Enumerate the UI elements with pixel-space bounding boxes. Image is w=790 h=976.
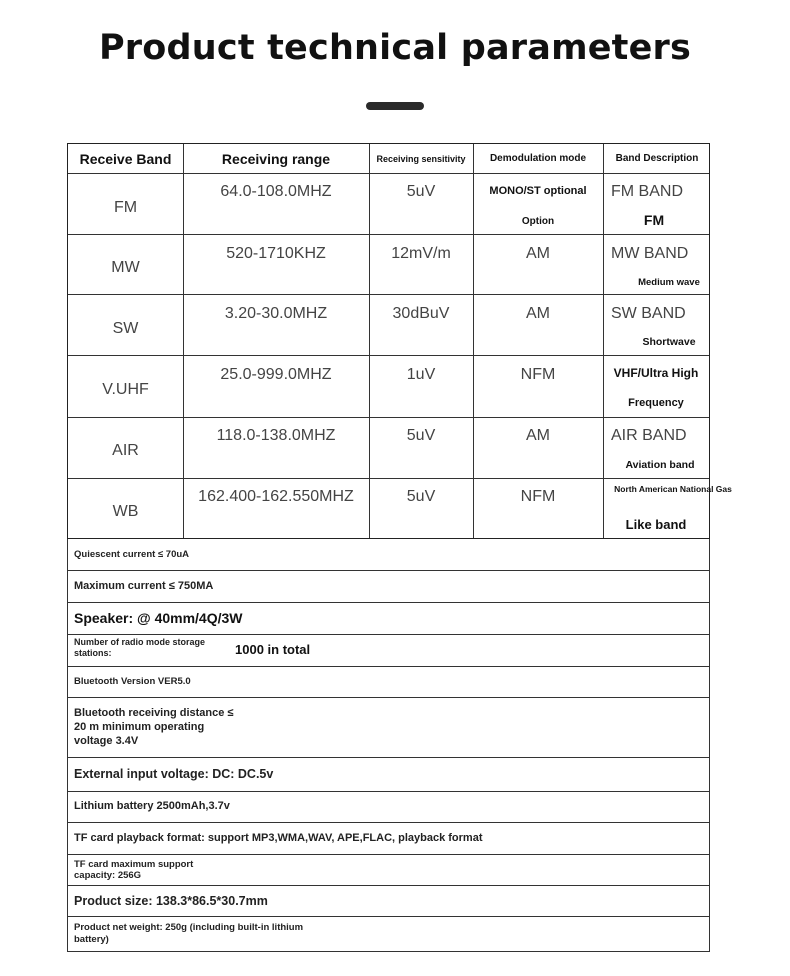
table-cell-sensitivity: 5uV	[406, 427, 436, 444]
table-cell-band: SW	[112, 320, 139, 337]
table-cell-range: 118.0-138.0MHZ	[216, 427, 336, 444]
table-cell-desc: FM BAND	[611, 183, 683, 200]
spec-tf-capacity: TF card maximum support capacity: 256G	[74, 859, 194, 881]
table-cell-desc-sub: Medium wave	[638, 277, 700, 288]
spec-row-storage	[67, 635, 710, 667]
row-divider	[68, 234, 709, 235]
table-cell-band: MW	[111, 259, 140, 276]
table-cell-mode: NFM	[520, 488, 556, 505]
spec-max-current: Maximum current ≤ 750MA	[74, 580, 214, 592]
table-cell-desc-sub: Aviation band	[625, 459, 695, 471]
table-cell-sensitivity: 12mV/m	[391, 245, 451, 262]
table-cell-desc: AIR BAND	[611, 427, 687, 444]
table-cell-desc-sub: Frequency	[628, 397, 684, 409]
spec-quiescent: Quiescent current ≤ 70uA	[74, 549, 190, 560]
spec-row-size	[67, 886, 710, 917]
spec-row-bluetooth-distance	[67, 698, 710, 758]
spec-row-quiescent	[67, 539, 710, 571]
title-underline	[366, 102, 424, 110]
table-cell-sensitivity: 5uV	[406, 183, 436, 200]
spec-row-tf-capacity	[67, 855, 710, 886]
table-cell-mode: MONO/ST optional	[489, 185, 587, 197]
table-cell-desc: North American National Gas	[614, 484, 732, 494]
page-title: Product technical parameters	[98, 28, 692, 68]
header-receiving-range: Receiving range	[221, 150, 331, 167]
spec-row-max-current	[67, 571, 710, 603]
row-divider	[68, 478, 709, 479]
table-cell-desc-sub: FM	[643, 212, 665, 228]
spec-row-tf-format	[67, 823, 710, 855]
row-divider	[68, 355, 709, 356]
table-cell-desc: VHF/Ultra High	[613, 366, 699, 380]
parameters-table	[67, 143, 732, 539]
table-cell-mode: AM	[526, 427, 550, 444]
spec-speaker: Speaker: @ 40mm/4Q/3W	[74, 610, 243, 626]
table-cell-range: 162.400-162.550MHZ	[198, 488, 354, 505]
table-cell-desc: MW BAND	[611, 245, 689, 262]
table-cell-band: AIR	[112, 442, 139, 459]
table-cell-band: WB	[112, 503, 139, 520]
spec-external-input: External input voltage: DC: DC.5v	[74, 767, 274, 781]
spec-bluetooth-distance: Bluetooth receiving distance ≤ 20 m minimum operating voltage 3.4V	[74, 707, 234, 747]
table-cell-band: FM	[113, 199, 138, 216]
table-cell-range: 3.20-30.0MHZ	[224, 305, 328, 322]
spec-storage-value: 1000 in total	[235, 642, 311, 657]
table-cell-range: 64.0-108.0MHZ	[220, 183, 332, 200]
table-cell-desc-sub: Shortwave	[642, 336, 696, 348]
table-cell-sensitivity: 1uV	[406, 366, 436, 383]
header-band-description: Band Description	[615, 153, 699, 164]
spec-row-battery	[67, 792, 710, 823]
spec-row-weight	[67, 917, 710, 952]
spec-battery: Lithium battery 2500mAh,3.7v	[74, 800, 230, 812]
table-cell-mode: AM	[526, 305, 550, 322]
table-cell-mode-sub: Option	[521, 216, 555, 227]
spec-row-external-input	[67, 758, 710, 792]
table-cell-sensitivity: 30dBuV	[392, 305, 450, 322]
spec-size: Product size: 138.3*86.5*30.7mm	[74, 894, 268, 908]
header-receive-band: Receive Band	[79, 150, 172, 167]
spec-row-bluetooth-version	[67, 667, 710, 698]
header-demodulation-mode: Demodulation mode	[489, 153, 587, 164]
table-cell-mode: NFM	[520, 366, 556, 383]
spec-weight: Product net weight: 250g (including built-in lithium battery)	[74, 922, 304, 945]
table-cell-range: 520-1710KHZ	[226, 245, 326, 262]
spec-bluetooth-version: Bluetooth Version VER5.0	[74, 676, 191, 687]
row-divider	[68, 294, 709, 295]
table-cell-sensitivity: 5uV	[406, 488, 436, 505]
spec-storage-label: Number of radio mode storage stations:	[74, 637, 206, 658]
header-receiving-sensitivity: Receiving sensitivity	[376, 153, 466, 164]
table-cell-desc-sub: Like band	[625, 517, 687, 532]
table-cell-desc: SW BAND	[611, 305, 686, 322]
table-cell-band: V.UHF	[102, 381, 149, 398]
row-divider	[68, 417, 709, 418]
table-cell-mode: AM	[526, 245, 550, 262]
spec-row-speaker	[67, 603, 710, 635]
row-divider	[68, 173, 709, 174]
spec-tf-format: TF card playback format: support MP3,WMA,WAV, APE,FLAC, playback format	[74, 832, 483, 844]
table-cell-range: 25.0-999.0MHZ	[220, 366, 332, 383]
